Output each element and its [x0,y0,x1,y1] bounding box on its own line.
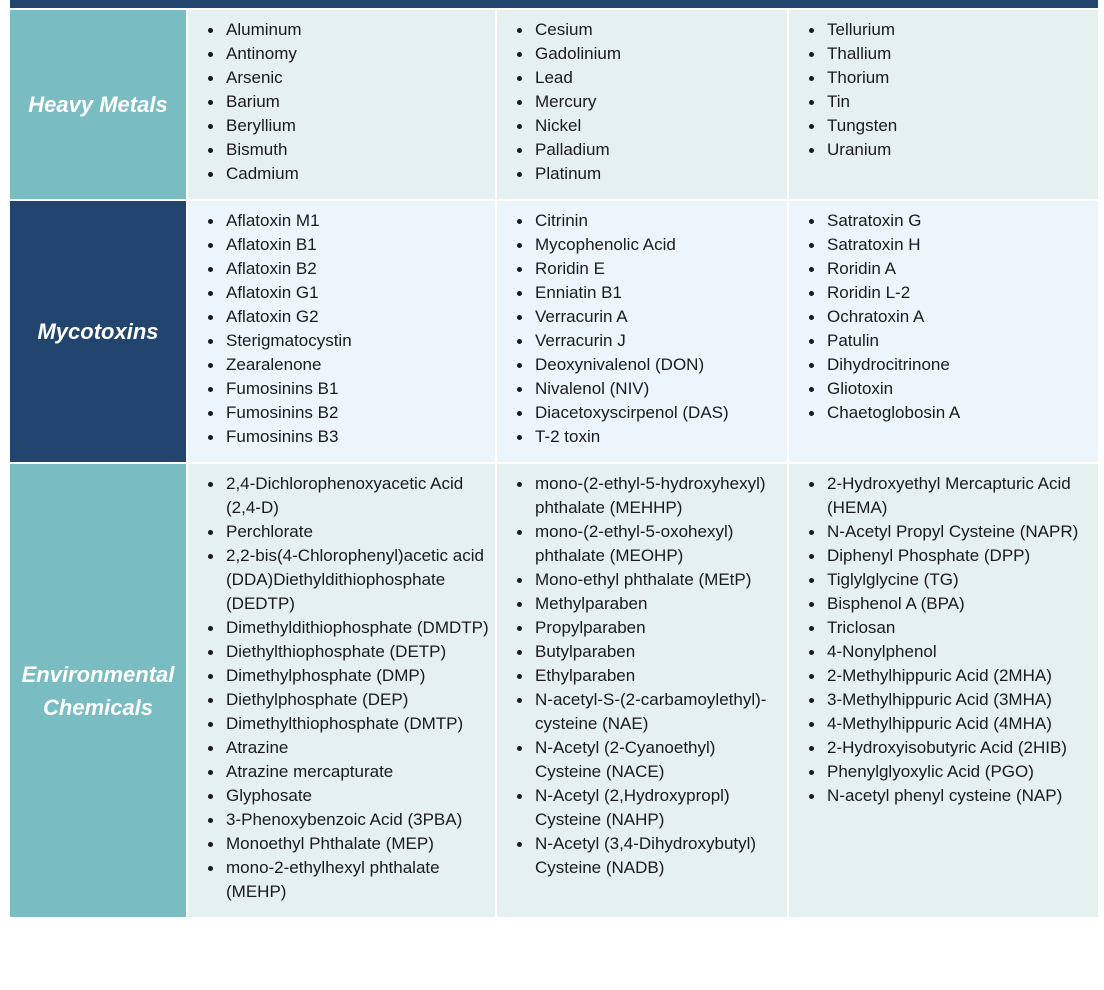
list-item: mono-(2-ethyl-5-hydroxyhexyl) phthalate (MEHHP) [535,472,781,520]
analyte-list [789,464,1098,821]
list-item: Atrazine [226,736,489,760]
list-item: Diphenyl Phosphate (DPP) [827,544,1092,568]
list-item: Aflatoxin G1 [226,281,489,305]
list-item: Dimethylphosphate (DMP) [226,664,489,688]
list-item: Tungsten [827,114,1092,138]
list-item: N-acetyl phenyl cysteine (NAP) [827,784,1092,808]
list-item: N-Acetyl (3,4-Dihydroxybutyl) Cysteine (NADB) [535,832,781,880]
list-item: Gliotoxin [827,377,1092,401]
list-item: Roridin E [535,257,781,281]
list-item: Fumosinins B1 [226,377,489,401]
analyte-column-1 [188,201,495,462]
list-item: mono-(2-ethyl-5-oxohexyl) phthalate (MEOHP) [535,520,781,568]
list-item: Perchlorate [226,520,489,544]
list-item: Gadolinium [535,42,781,66]
list-item: Enniatin B1 [535,281,781,305]
list-item: 2-Hydroxyethyl Mercapturic Acid (HEMA) [827,472,1092,520]
list-item: 3-Methylhippuric Acid (3MHA) [827,688,1092,712]
list-item: Zearalenone [226,353,489,377]
analyte-list [789,10,1098,175]
list-item: Antinomy [226,42,489,66]
category-label-cell [10,10,186,199]
list-item: Diethylphosphate (DEP) [226,688,489,712]
list-item: Mercury [535,90,781,114]
list-item: Fumosinins B2 [226,401,489,425]
list-item: Butylparaben [535,640,781,664]
analyte-column-3 [789,10,1098,199]
list-item: Nivalenol (NIV) [535,377,781,401]
list-item: Mycophenolic Acid [535,233,781,257]
analyte-list [497,10,787,199]
list-item: Bisphenol A (BPA) [827,592,1092,616]
list-item: Fumosinins B3 [226,425,489,449]
list-item: Aflatoxin M1 [226,209,489,233]
list-item: Uranium [827,138,1092,162]
list-item: N-Acetyl (2-Cyanoethyl) Cysteine (NACE) [535,736,781,784]
list-item: Tin [827,90,1092,114]
list-item: Diethylthiophosphate (DETP) [226,640,489,664]
list-item: Dimethylthiophosphate (DMTP) [226,712,489,736]
list-item: Lead [535,66,781,90]
list-item: T-2 toxin [535,425,781,449]
list-item: Roridin L-2 [827,281,1092,305]
header-bar [10,0,1098,8]
list-item: Roridin A [827,257,1092,281]
list-item: N-acetyl-S-(2-carbamoylethyl)-cysteine (NAE) [535,688,781,736]
list-item: Bismuth [226,138,489,162]
list-item: Monoethyl Phthalate (MEP) [226,832,489,856]
list-item: Mono-ethyl phthalate (MEtP) [535,568,781,592]
analyte-list [188,464,495,917]
list-item: Propylparaben [535,616,781,640]
analyte-column-1 [188,464,495,917]
analyte-column-3 [789,464,1098,917]
list-item: 3-Phenoxybenzoic Acid (3PBA) [226,808,489,832]
list-item: Cadmium [226,162,489,186]
category-label-cell [10,201,186,462]
list-item: 2,2-bis(4-Chlorophenyl)acetic acid (DDA)Diethyldithiophosphate (DEDTP) [226,544,489,616]
table-row-environmental-chemicals [10,464,1098,917]
analyte-column-2 [497,201,787,462]
list-item: Chaetoglobosin A [827,401,1092,425]
list-item: Satratoxin G [827,209,1092,233]
list-item: Deoxynivalenol (DON) [535,353,781,377]
list-item: Dimethyldithiophosphate (DMDTP) [226,616,489,640]
list-item: 4-Methylhippuric Acid (4MHA) [827,712,1092,736]
list-item: Glyphosate [226,784,489,808]
table-row-heavy-metals [10,10,1098,199]
analyte-list [188,10,495,199]
list-item: Ethylparaben [535,664,781,688]
list-item: mono-2-ethylhexyl phthalate (MEHP) [226,856,489,904]
analyte-list [497,201,787,462]
list-item: Platinum [535,162,781,186]
list-item: Thallium [827,42,1092,66]
list-item: Arsenic [226,66,489,90]
analyte-list [188,201,495,462]
list-item: Palladium [535,138,781,162]
list-item: Tellurium [827,18,1092,42]
list-item: Sterigmatocystin [226,329,489,353]
list-item: Aflatoxin B1 [226,233,489,257]
list-item: Beryllium [226,114,489,138]
category-label-environmental-chemicals: Environmental Chemicals [21,661,175,720]
list-item: 4-Nonylphenol [827,640,1092,664]
list-item: Ochratoxin A [827,305,1092,329]
list-item: Barium [226,90,489,114]
list-item: Methylparaben [535,592,781,616]
list-item: Patulin [827,329,1092,353]
list-item: Nickel [535,114,781,138]
table-row-mycotoxins [10,201,1098,462]
list-item: Aflatoxin G2 [226,305,489,329]
list-item: Thorium [827,66,1092,90]
list-item: Phenylglyoxylic Acid (PGO) [827,760,1092,784]
list-item: Citrinin [535,209,781,233]
list-item: N-Acetyl (2,Hydroxypropl) Cysteine (NAHP) [535,784,781,832]
list-item: Verracurin J [535,329,781,353]
list-item: Satratoxin H [827,233,1092,257]
category-label-mycotoxins: Mycotoxins [37,319,159,344]
analyte-list [497,464,787,893]
analyte-column-2 [497,10,787,199]
analyte-column-1 [188,10,495,199]
list-item: Tiglylglycine (TG) [827,568,1092,592]
list-item: 2-Hydroxyisobutyric Acid (2HIB) [827,736,1092,760]
list-item: Triclosan [827,616,1092,640]
category-label-heavy-metals: Heavy Metals [28,92,168,117]
analyte-table [8,8,1100,919]
list-item: Aluminum [226,18,489,42]
list-item: Atrazine mercapturate [226,760,489,784]
list-item: N-Acetyl Propyl Cysteine (NAPR) [827,520,1092,544]
list-item: 2,4-Dichlorophenoxyacetic Acid (2,4-D) [226,472,489,520]
analyte-column-3 [789,201,1098,462]
analyte-column-2 [497,464,787,917]
list-item: Verracurin A [535,305,781,329]
list-item: Cesium [535,18,781,42]
list-item: Diacetoxyscirpenol (DAS) [535,401,781,425]
list-item: Dihydrocitrinone [827,353,1092,377]
list-item: Aflatoxin B2 [226,257,489,281]
category-label-cell [10,464,186,917]
analyte-list [789,201,1098,438]
list-item: 2-Methylhippuric Acid (2MHA) [827,664,1092,688]
